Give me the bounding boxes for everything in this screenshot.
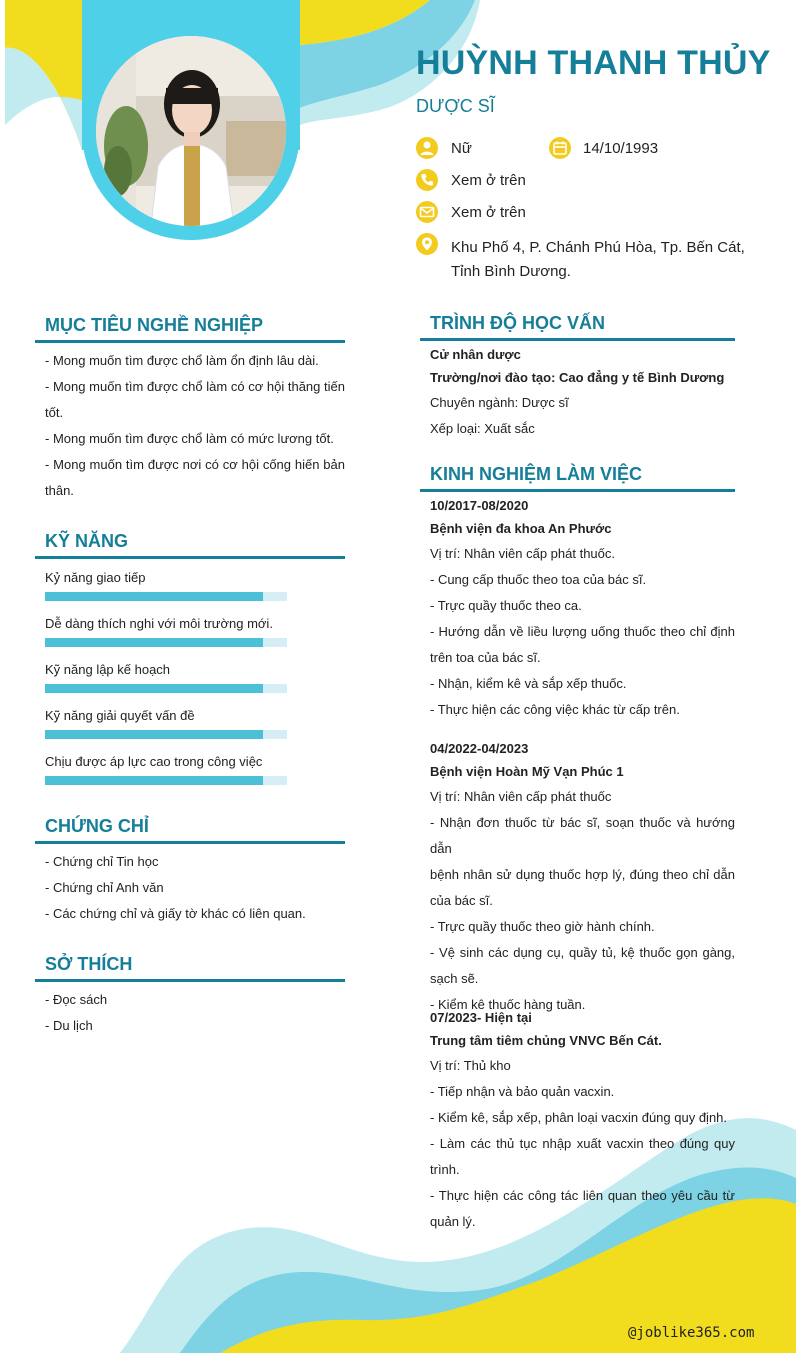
objective-item: - Mong muốn tìm được chổ làm có mức lương tốt. [45,431,334,446]
job-line: sạch sẽ. [430,971,479,986]
skill-label: Kỷ năng giao tiếp [45,570,146,585]
job-line: - Kiểm kê, sắp xếp, phân loại vacxin đúng quy định. [430,1110,728,1125]
job-line: - Hướng dẫn về liều lượng uống thuốc theo chỉ định [430,624,735,639]
skill-bar-fill [45,592,263,601]
mail-icon [416,201,438,223]
objective-list [45,348,345,504]
skills-rule [35,556,345,559]
objective-item: - Mong muốn tìm được nơi có cơ hội cống hiến bản [45,457,345,472]
job-line: Vị trí: Nhân viên cấp phát thuốc. [430,546,615,561]
certificate-item: - Chứng chỉ Tin học [45,854,159,869]
job-company: Bệnh viện Hoàn Mỹ Vạn Phúc 1 [430,764,624,779]
education-degree: Cử nhân dược [430,347,521,362]
certificates-title: CHỨNG CHỈ [45,816,149,836]
education-school: Trường/nơi đào tạo: Cao đẳng y tế Bình Dương [430,370,725,385]
skill-bar-fill [45,730,263,739]
hobby-item: - Đọc sách [45,992,108,1007]
calendar-icon [549,137,571,159]
job-line: - Thực hiện các công việc khác từ cấp trên. [430,702,680,717]
education-block [430,344,735,442]
watermark-text: @joblike365.com [628,1325,755,1341]
objective-item: tốt. [45,405,64,420]
address-line-2: Tỉnh Bình Dương. [451,263,571,280]
portrait-illustration [96,36,286,226]
education-grade: Xếp loại: Xuất sắc [430,421,535,436]
hobbies-rule [35,979,345,982]
gender-value: Nữ [451,140,472,157]
skill-bar-fill [45,684,263,693]
skill-bar-fill [45,638,263,647]
hobbies-list [45,987,345,1039]
skill-bar [45,776,287,785]
objective-item: - Mong muốn tìm được chổ làm có cơ hội thăng tiến [45,379,345,394]
address-value [451,236,745,284]
skill-bar [45,730,287,739]
skills-title: KỸ NĂNG [45,531,129,551]
job-line: quản lý. [430,1214,476,1229]
objective-rule [35,340,345,343]
job-entry [430,495,735,723]
hobby-item: - Du lịch [45,1018,93,1033]
skill-label: Kỹ năng lập kế hoạch [45,662,171,677]
experience-rule [420,489,735,492]
objective-title: MỤC TIÊU NGHỀ NGHIỆP [45,315,264,335]
certificate-item: - Các chứng chỉ và giấy tờ khác có liên quan. [45,906,306,921]
education-major: Chuyên ngành: Dược sĩ [430,395,569,410]
education-rule [420,338,735,341]
profile-photo [96,36,286,226]
job-line: - Kiểm kê thuốc hàng tuần. [430,997,586,1012]
hobbies-title: SỞ THÍCH [45,954,133,974]
skill-bar [45,592,287,601]
job-entry [430,1007,735,1235]
address-line-1: Khu Phố 4, P. Chánh Phú Hòa, Tp. Bến Cát, [451,239,745,256]
job-line: - Nhận đơn thuốc từ bác sĩ, soạn thuốc và hướng dẫn [430,815,735,856]
job-company: Trung tâm tiêm chủng VNVC Bến Cát. [430,1033,662,1048]
skill-label: Dễ dàng thích nghi với môi trường mới. [45,616,273,631]
skill-bar [45,638,287,647]
user-icon [416,137,438,159]
experience-title: KINH NGHIỆM LÀM VIỆC [430,464,643,484]
skill-label: Kỹ năng giải quyết vấn đề [45,708,195,723]
job-company: Bệnh viện đa khoa An Phước [430,521,612,536]
phone-icon [416,169,438,191]
job-period: 10/2017-08/2020 [430,498,529,513]
job-line: của bác sĩ. [430,893,493,908]
job-entry [430,738,735,1018]
job-line: - Trực quầy thuốc theo giờ hành chính. [430,919,655,934]
candidate-name: HUỲNH THANH THỦY [416,44,771,82]
job-period: 04/2022-04/2023 [430,741,529,756]
certificates-rule [35,841,345,844]
phone-value: Xem ở trên [451,172,526,189]
objective-item: thân. [45,483,74,498]
job-line: bệnh nhân sử dụng thuốc hợp lý, đúng theo chỉ dẫn [430,867,735,882]
job-line: - Tiếp nhận và bảo quản vacxin. [430,1084,615,1099]
education-title: TRÌNH ĐỘ HỌC VẤN [430,313,605,333]
skill-label: Chịu được áp lực cao trong công việc [45,754,263,769]
job-line: Vị trí: Thủ kho [430,1058,511,1073]
objective-item: - Mong muốn tìm được chổ làm ổn định lâu dài. [45,353,319,368]
job-title: DƯỢC SĨ [416,96,495,116]
skill-bar [45,684,287,693]
job-line: Vị trí: Nhân viên cấp phát thuốc [430,789,612,804]
job-line: - Trực quầy thuốc theo ca. [430,598,582,613]
skill-bar-fill [45,776,263,785]
job-line: - Vệ sinh các dụng cụ, quầy tủ, kệ thuốc gọn gàng, [430,945,735,960]
job-line: - Thực hiện các công tác liên quan theo yêu cầu từ [430,1188,735,1203]
email-value: Xem ở trên [451,204,526,221]
job-line: - Cung cấp thuốc theo toa của bác sĩ. [430,572,647,587]
job-line: - Làm các thủ tục nhập xuất vacxin theo đúng quy [430,1136,735,1151]
birthdate-value: 14/10/1993 [583,140,659,157]
job-period: 07/2023- Hiện tại [430,1010,532,1025]
certificate-item: - Chứng chỉ Anh văn [45,880,164,895]
job-line: trên toa của bác sĩ. [430,650,541,665]
job-line: - Nhận, kiểm kê và sắp xếp thuốc. [430,676,627,691]
job-line: trình. [430,1162,460,1177]
location-pin-icon [416,233,438,255]
certificates-list [45,849,345,927]
